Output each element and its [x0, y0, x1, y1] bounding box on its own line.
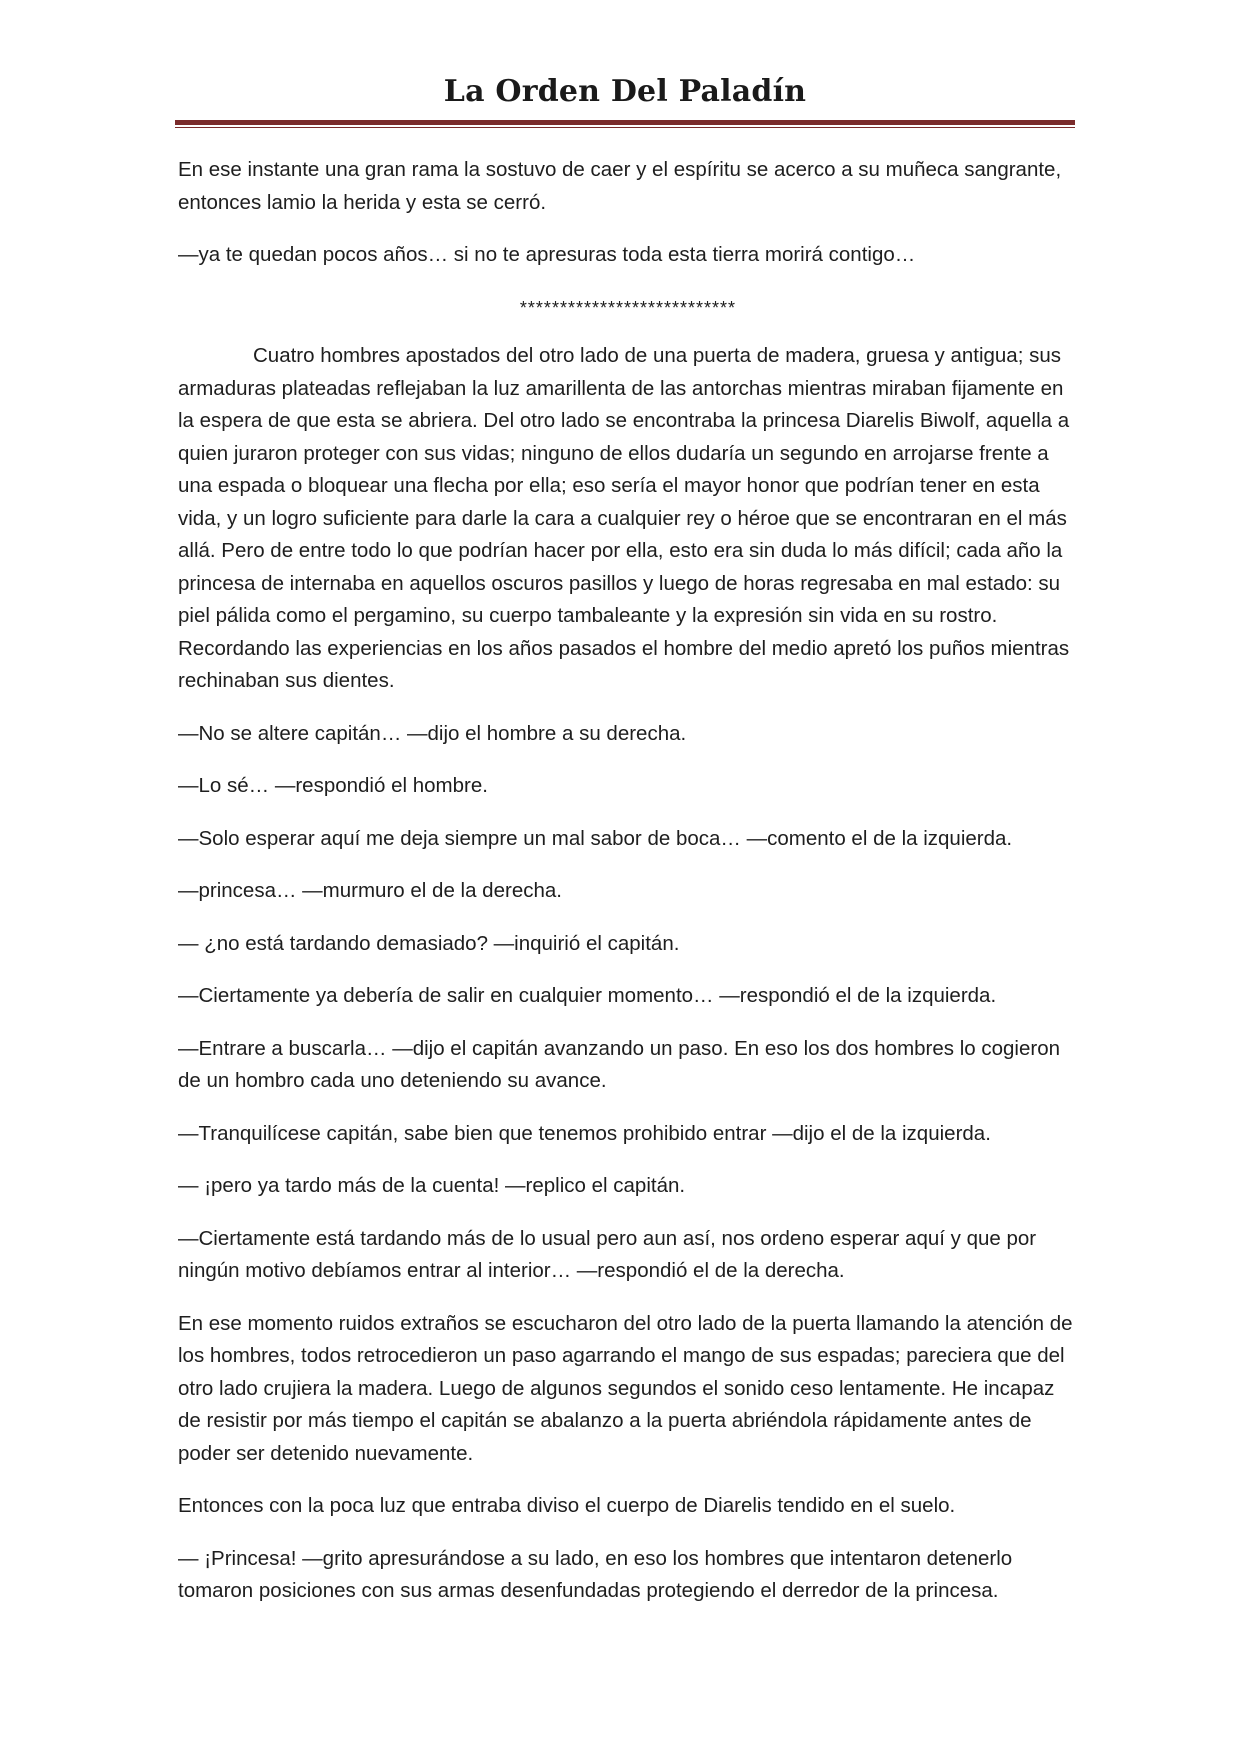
page-header — [175, 72, 1075, 120]
document-title: La Orden Del Paladín — [443, 74, 807, 109]
dialogue-line: —Ciertamente ya debería de salir en cualquier momento… —respondió el de la izquierda. — [178, 984, 997, 1007]
header-rule-thin — [175, 127, 1075, 128]
dialogue-line: —Solo esperar aquí me deja siempre un mal sabor de boca… —comento el de la izquierda. — [178, 826, 1013, 850]
dialogue-line: —Entrare a buscarla… —dijo el capitán avanzando un paso. En eso los dos hombres lo cogieron de un hombro cada uno deteniendo su avance. — [178, 1036, 1061, 1092]
dialogue-line: —Lo sé… —respondió el hombre. — [178, 774, 488, 797]
section-separator: *************************** — [519, 297, 737, 318]
dialogue-line: —Tranquilícese capitán, sabe bien que tenemos prohibido entrar —dijo el de la izquierda. — [178, 1121, 991, 1145]
dialogue-line: —Ciertamente está tardando más de lo usual pero aun así, nos ordeno esperar aquí y que por ningún motivo debíamos entrar al interior… —respondió el de la derecha. — [178, 1226, 1037, 1282]
dialogue-line: —princesa… —murmuro el de la derecha. — [178, 879, 562, 902]
dialogue-line: —No se altere capitán… —dijo el hombre a su derecha. — [178, 721, 687, 745]
document-body — [178, 154, 1078, 1628]
dialogue-line: — ¡Princesa! —grito apresurándose a su lado, en eso los hombres que intentaron detenerlo tomaron posiciones con sus armas desenfundadas protegiendo el derredor de la princesa. — [178, 1546, 1013, 1602]
paragraph: Entonces con la poca luz que entraba diviso el cuerpo de Diarelis tendido en el suelo. — [178, 1494, 956, 1517]
paragraph: Cuatro hombres apostados del otro lado de una puerta de madera, gruesa y antigua; sus armaduras plateadas reflejaban la luz amarillenta de las antorchas mientras miraban fijamente en la espera de que esta se abriera. Del otro lado se encontraba la princesa Diarelis Biwolf, aquella a quien juraron proteger con sus vidas; ninguno de ellos dudaría un segundo en arrojarse frente a una espada o bloquear una flecha por ella; eso sería el mayor honor que podrían tener en esta vida, y un logro suficiente para darle la cara a cualquier rey o héroe que se encontraran en el más allá. Pero de entre todo lo que podrían hacer por ella, esto era sin duda lo más difícil; cada año la princesa de internaba en aquellos oscuros pasillos y luego de horas regresaba en mal estado: su piel pálida como el pergamino, su cuerpo tambaleante y la expresión sin vida en su rostro. Recordando las experiencias en los años pasados el hombre del medio apretó los puños mientras rechinaban sus dientes. — [178, 344, 1070, 692]
dialogue-line: —ya te quedan pocos años… si no te apresuras toda esta tierra morirá contigo… — [178, 243, 916, 266]
paragraph: En ese momento ruidos extraños se escucharon del otro lado de la puerta llamando la atención de los hombres, todos retrocedieron un paso agarrando el mango de sus espadas; pareciera que del otro lado crujiera la madera. Luego de algunos segundos el sonido ceso lentamente. He incapaz de resistir por más tiempo el capitán se abalanzo a la puerta abriéndola rápidamente antes de poder ser detenido nuevamente. — [178, 1311, 1073, 1465]
paragraph: En ese instante una gran rama la sostuvo de caer y el espíritu se acerco a su muñeca sangrante, entonces lamio la herida y esta se cerró. — [178, 158, 1062, 214]
dialogue-line: — ¿no está tardando demasiado? —inquirió el capitán. — [178, 931, 680, 955]
dialogue-line: — ¡pero ya tardo más de la cuenta! —replico el capitán. — [178, 1174, 686, 1197]
